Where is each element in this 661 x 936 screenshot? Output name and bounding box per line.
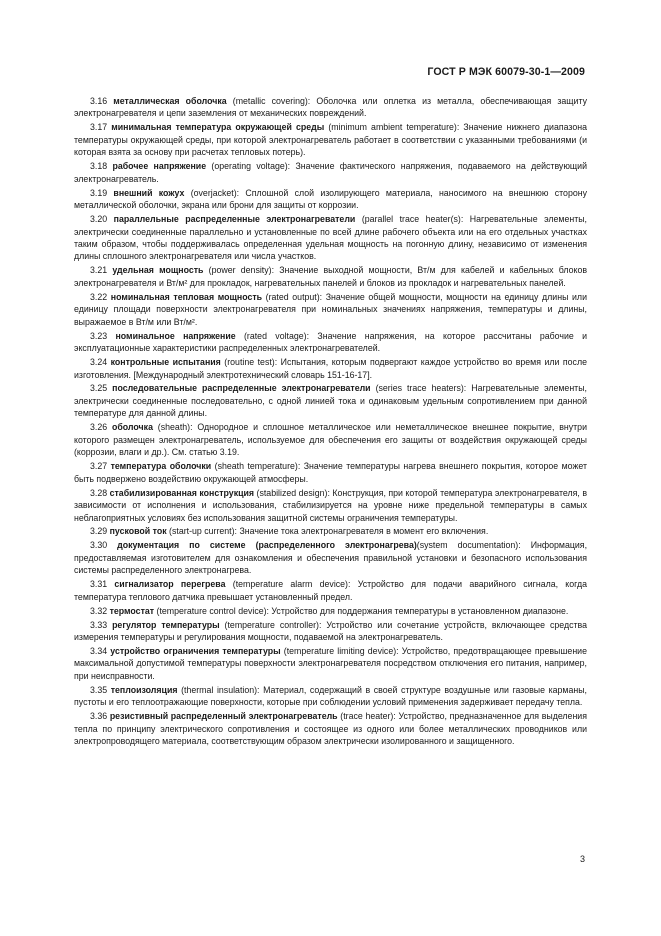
definition-entry (74, 525, 587, 537)
term: стабилизированная конструкция (109, 487, 255, 498)
definition-entry (74, 710, 587, 747)
definition-entry (74, 645, 587, 682)
definition-entry (74, 213, 587, 263)
definition-text: (sheath temperature): Значение температуры нагрева внешнего покрытия, которое может быть подвержено воздействию окружающей атмосферы. (74, 461, 587, 484)
definition-text: (temperature alarm device): Устройство для подачи аварийного сигнала, когда температура теплового датчика превышает установленный предел. (74, 579, 587, 602)
definition-text: (rated output): Значение общей мощности, мощности на единицу длины или единицу площади поверхности электронагревателя при номинальных значениях напряжения, температуры и длины, выражаемое в Вт/м или Вт/м². (74, 291, 587, 327)
definition-entry (74, 160, 587, 185)
term: рабочее напряжение (112, 161, 207, 172)
term: минимальная температура окружающей среды (111, 122, 325, 133)
definition-entry (74, 330, 587, 355)
clause-number: 3.33 (90, 619, 108, 630)
term: устройство ограничения температуры (110, 646, 281, 657)
definition-entry (74, 605, 587, 617)
clause-number: 3.35 (90, 684, 108, 695)
term: последовательные распределенные электронагреватели (112, 383, 371, 394)
definition-entry (74, 460, 587, 485)
clause-number: 3.31 (90, 579, 108, 590)
clause-number: 3.27 (90, 461, 108, 472)
clause-number: 3.29 (90, 526, 108, 537)
definition-text: (series trace heaters): Нагревательные элементы, электрически соединенные последовательно, с одной линией тока и одинаковым удельным сопротивлением при данной температуре для данной длины. (74, 383, 587, 419)
clause-number: 3.18 (90, 161, 108, 172)
clause-number: 3.23 (90, 330, 108, 341)
term: резистивный распределенный электронагреватель (109, 711, 338, 722)
term: параллельные распределенные электронагреватели (113, 214, 356, 225)
clause-number: 3.17 (90, 122, 108, 133)
definition-text: (start-up current): Значение тока электронагревателя в момент его включения. (166, 526, 489, 537)
definition-text: (overjacket): Сплошной слой изолирующего материала, наносимого на внешнюю сторону металлической оболочки, экрана или брони для защиты от коррозии. (74, 187, 587, 211)
page-number: 3 (579, 854, 585, 864)
term: оболочка (111, 422, 153, 433)
definition-text: (operating voltage): Значение фактического напряжения, подаваемого на действующий электронагреватель. (74, 161, 587, 184)
clause-number: 3.30 (90, 540, 108, 551)
clause-number: 3.24 (90, 357, 108, 368)
definition-text: (trace heater): Устройство, предназначенное для выделения тепла по принципу электрического сопротивления и состоящее из одного или более металлических проводников или электропроводящего материала, соответствующим образом электрически изолированного и защищенного. (74, 711, 587, 747)
definition-text: (minimum ambient temperature): Значение нижнего диапазона температуры окружающей среды, при которой электронагреватель работает в соответствии с указанными требованиями (и которая взята за основу при расчетах тепловых потерь). (74, 122, 587, 158)
clause-number: 3.26 (90, 422, 108, 433)
term: теплоизоляция (110, 684, 178, 695)
definition-text: (temperature limiting device): Устройство, предотвращающее превышение максимальной допустимой температуры поверхности электронагревателя посредством отключения его питания, например, при неисправности. (74, 646, 587, 681)
definition-entry (74, 264, 587, 289)
definition-text: (metallic covering): Оболочка или оплетка из металла, обеспечивающая защиту электронагревателя и цепи заземления от механических повреждений. (74, 96, 587, 119)
definition-entry (74, 619, 587, 644)
clause-number: 3.19 (90, 187, 108, 198)
clause-number: 3.21 (90, 265, 108, 276)
definition-entry (74, 187, 587, 212)
clause-number: 3.28 (90, 487, 108, 498)
document-header: ГОСТ Р МЭК 60079-30-1—2009 (427, 66, 585, 78)
clause-number: 3.22 (90, 291, 108, 302)
definition-text: (power density): Значение выходной мощности, Вт/м для кабелей и кабельных блоков электронагревателя и Вт/м² для прокладок, нагревательных панелей и блоков из прокладок и нагревательных панелей. (74, 265, 588, 288)
definition-text: (parallel trace heater(s): Нагревательные элементы, электрически соединенные параллельно и установленные по всей длине рабочего объекта или на его отдельных участках таким образом, чтобы поддерживалась определенная удельная мощность на погонную длину, независимо от изменения длины сплошного электронагревателя или числа участков. (74, 214, 587, 262)
definition-entry (74, 487, 587, 524)
definition-entry (74, 382, 587, 419)
clause-number: 3.34 (90, 646, 108, 657)
definition-text: (sheath): Однородное и сплошное металлическое или неметаллическое внешнее покрытие, внутри которого размещен электронагреватель, используемое для обеспечения его защиты от воздействия окружающей среды (коррозии, влаги и др.). См. статью 3.19. (74, 422, 587, 458)
clause-number: 3.36 (90, 711, 108, 722)
definition-entry (74, 578, 587, 603)
term: номинальная тепловая мощность (110, 291, 263, 302)
definition-text: (stabilized design): Конструкция, при которой температура электронагревателя, в зависимости от исполнения и использования, стабилизируется на уровне ниже предельной температуры в самых неблагоприятных условиях без использования защитной системы ограничения температуры. (74, 487, 587, 523)
term: регулятор температуры (112, 619, 220, 630)
definition-text: (rated voltage): Значение напряжения, на которое рассчитаны рабочие и эксплуатационные характеристики распределенных электронагревателей. (74, 330, 588, 354)
definition-text: (thermal insulation): Материал, содержащий в своей структуре воздушные или газовые карманы, пустоты и его теплоотражающие поверхности, которые при соблюдении условий применения задерживает передачу тепла. (74, 684, 587, 708)
term: термостат (109, 605, 155, 616)
definition-entry (74, 291, 587, 328)
definition-text: (temperature controller): Устройство или сочетание устройств, включающее средства измерения температуры и регулирования мощности, подаваемой на электронагреватель. (74, 619, 587, 643)
document-body (74, 95, 587, 749)
definition-entry (74, 684, 587, 709)
definition-text: (routine test): Испытания, которым подвергают каждое устройство во время или после изготовления. [Международный электротехнический словарь 151-16-17]. (74, 357, 587, 380)
definition-entry (74, 421, 587, 458)
term: удельная мощность (112, 265, 204, 276)
clause-number: 3.32 (90, 605, 108, 616)
clause-number: 3.20 (90, 214, 108, 225)
term: номинальное напряжение (115, 330, 236, 341)
clause-number: 3.25 (90, 383, 108, 394)
definition-text: (system documentation): Информация, предоставляемая изготовителем для ознакомления и обеспечения правильной установки и безопасного использования системы распределенного электронагрева. (74, 540, 588, 576)
definition-text: (temperature control device): Устройство для поддержания температуры в установленном диапазоне. (154, 605, 569, 616)
term: документация по системе (распределенного электронагрева) (117, 540, 417, 551)
term: контрольные испытания (110, 357, 221, 368)
term: металлическая оболочка (113, 96, 227, 106)
definition-entry (74, 121, 587, 158)
clause-number: 3.16 (90, 96, 108, 106)
term: сигнализатор перегрева (114, 579, 226, 590)
definition-entry (74, 356, 587, 381)
term: пусковой ток (109, 526, 167, 537)
definition-entry (74, 95, 587, 120)
term: температура оболочки (110, 461, 212, 472)
definition-entry (74, 539, 587, 576)
term: внешний кожух (113, 187, 185, 198)
